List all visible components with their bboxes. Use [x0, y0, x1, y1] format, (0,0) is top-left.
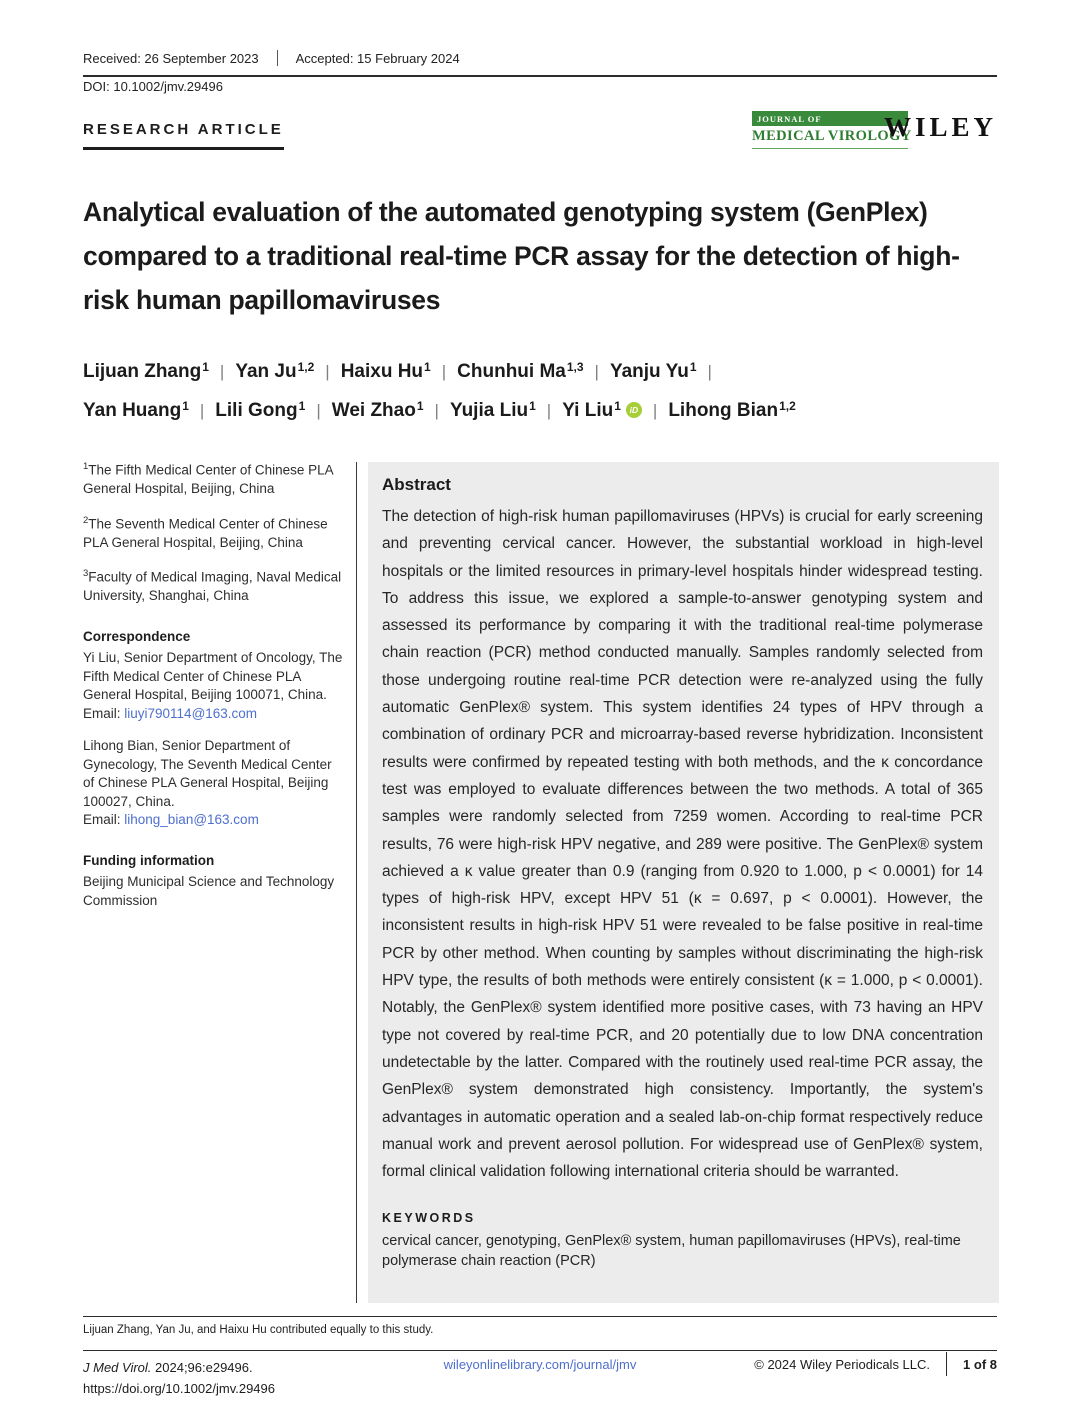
affiliation-sup: 2: [83, 514, 89, 526]
abstract-heading: Abstract: [382, 475, 451, 494]
affiliation-item: $^3$Faculty of Medical Imaging, Naval Medical University, Shanghai, China: [83, 568, 342, 603]
wiley-logo: WILEY: [883, 112, 997, 142]
author-separator: |: [707, 361, 712, 381]
author-name: Lijuan Zhang $^1$: [83, 359, 209, 382]
author-affiliation-sup: 1: [416, 398, 424, 413]
paper-title: Analytical evaluation of the automated genotyping system (GenPlex) compared to a traditional real-time PCR assay for the detection of high-risk human papillomaviruses: [83, 197, 960, 315]
author-name: Yujia Liu $^1$: [449, 398, 536, 421]
keywords-text: cervical cancer, genotyping, GenPlex® system, human papillomaviruses (HPVs), real-time polymerase chain reaction (PCR): [382, 1233, 961, 1269]
keywords-heading: KEYWORDS: [382, 1211, 476, 1226]
doi: DOI: 10.1002/jmv.29496: [83, 79, 223, 94]
author-separator: |: [199, 400, 205, 420]
sidebar-divider: [356, 462, 357, 1303]
abstract-panel: [368, 462, 999, 1303]
author-name: Lili Gong $^1$: [215, 398, 306, 421]
received-date: Received: 26 September 2023: [83, 50, 259, 66]
author-name: Lihong Bian $^{1,2}$: [668, 398, 796, 421]
affiliation-item: $^2$The Seventh Medical Center of Chinese PLA General Hospital, Beijing, China: [83, 514, 328, 550]
journal-logo-top: JOURNAL OF: [752, 111, 908, 126]
author-name: Wei Zhao $^1$: [331, 398, 424, 421]
author-name: Yi Liu $^1$ iD: [562, 400, 642, 422]
author-affiliation-sup: 1: [529, 398, 536, 413]
funding-text: Beijing Municipal Science and Technology Commission: [83, 874, 335, 908]
author-affiliation-sup: 1: [202, 359, 209, 374]
affiliation-sup: 1: [83, 461, 89, 472]
author-name: Chunhui Ma $^{1,3}$: [457, 359, 584, 382]
accepted-date: Accepted: 15 February 2024: [295, 50, 460, 66]
authors-block: [83, 352, 1003, 430]
author-separator: |: [325, 361, 330, 381]
author-affiliation-sup: 1,2: [779, 398, 796, 413]
author-separator: |: [441, 361, 447, 381]
footnote-rule: [83, 1316, 997, 1317]
author-affiliation-sup: 1: [424, 359, 431, 374]
sidebar: [83, 458, 345, 910]
author-separator: |: [434, 400, 439, 420]
copyright-text: © 2024 Wiley Periodicals LLC.: [754, 1356, 931, 1372]
author-affiliation-sup: 1: [689, 359, 697, 374]
correspondence-entry: Lihong Bian, Senior Department of Gynecology, The Seventh Medical Center of Chinese PLA General Hospital, Beijing 100027, China. Email: lihong_bian@163.com: [83, 738, 332, 827]
author-name: Haixu Hu $^1$: [340, 359, 431, 382]
email-link[interactable]: lihong_bian@163.com: [124, 812, 259, 827]
correspondence-entry: Yi Liu, Senior Department of Oncology, The Fifth Medical Center of Chinese PLA General Hospital, Beijing 100071, China. Email: liuyi790114@163.com: [83, 650, 343, 721]
author-separator: |: [594, 361, 599, 381]
author-affiliation-sup: 1: [614, 398, 621, 413]
journal-logo-name: MEDICAL VIROLOGY: [752, 126, 908, 149]
author-affiliation-sup: 1: [182, 398, 189, 413]
author-separator: |: [652, 400, 658, 420]
author-separator: |: [546, 400, 552, 420]
email-link[interactable]: liuyi790114@163.com: [124, 705, 258, 721]
affiliations-list: [83, 458, 345, 606]
correspondence-heading: Correspondence: [83, 628, 191, 644]
journal-website-link[interactable]: wileyonlinelibrary.com/journal/jmv: [443, 1357, 637, 1372]
author-affiliation-sup: 1,3: [566, 359, 584, 374]
article-type-label: RESEARCH ARTICLE: [83, 121, 284, 150]
author-affiliation-sup: 1,2: [297, 359, 315, 374]
meta-divider: [277, 50, 278, 66]
author-name: Yan Ju $^{1,2}$: [235, 359, 315, 382]
author-affiliation-sup: 1: [298, 398, 306, 413]
doi-url: https://doi.org/10.1002/jmv.29496: [83, 1381, 275, 1396]
affiliation-item: $^1$The Fifth Medical Center of Chinese PLA General Hospital, Beijing, China: [83, 461, 333, 496]
journal-citation-rest: 2024;96:e29496.: [151, 1360, 253, 1375]
equal-contribution-footnote: Lijuan Zhang, Yan Ju, and Haixu Hu contributed equally to this study.: [83, 1324, 434, 1336]
correspondence-entries: [83, 649, 345, 830]
received-accepted-row: [83, 50, 997, 77]
footer-rule: [83, 1350, 997, 1351]
orcid-icon[interactable]: iD: [626, 402, 642, 418]
author-name: Yan Huang $^1$: [83, 398, 189, 421]
author-name: Yanju Yu $^1$: [609, 359, 697, 382]
author-separator: |: [316, 400, 321, 420]
footer-right: [754, 1352, 997, 1376]
authors-line-2: [83, 391, 1003, 430]
page-number: 1 of 8: [946, 1352, 997, 1376]
funding-heading: Funding information: [83, 852, 215, 868]
journal-citation-italic: J Med Virol.: [83, 1360, 152, 1375]
abstract-text: The detection of high-risk human papillomaviruses (HPVs) is crucial for early screening and preventing cervical cancer. However, the substantial workload in high-level hospitals or the limited resources in primary-level hospitals hinder widespread testing. To address this issue, we explored a sample-to-answer genotyping system and assessed its performance by comparing it with the traditional real-time polymerase chain reaction (PCR) method conducted manually. Samples randomly selected from those undergoing routine real-time PCR detection were re-analyzed using the fully automatic GenPlex® system. This system identifies 24 types of HPV through a combination of ordinary PCR and microarray-based reverse hybridization. Inconsistent results were confirmed by repeated testing with both methods, and the κ concordance test was employed to evaluate differences between the two methods. A total of 365 samples were randomly selected from 7259 women. According to real-time PCR results, 76 were high-risk HPV negative, and 289 were positive. The GenPlex® system achieved a κ value greater than 0.9 (ranging from 0.920 to 1.000, p < 0.0001) for 14 types of high-risk HPV, except HPV 51 (κ = 0.697, p < 0.0001). However, the inconsistent results in high-risk HPV 51 were revealed to be false positive in real-time PCR by other method. When counting by samples without discriminating the high-risk HPV type, the results of both methods were entirely consistent (κ = 1.000, p < 0.0001). Notably, the GenPlex® system identified more positive cases, with 73 having an HPV type not covered by real-time PCR, and 20 potentially due to low DNA concentration undetectable by the latter. Compared with the routinely used real-time PCR assay, the GenPlex® system demonstrated high consistency. Importantly, the system's advantages in automatic operation and a sealed lab-on-chip format respectively reduce manual work and prevent aerosol pollution. For widespread use of GenPlex® system, formal clinical validation following international criteria should be warranted.: [382, 508, 983, 1181]
author-separator: |: [219, 361, 225, 381]
authors-line-1: [83, 352, 1003, 391]
affiliation-sup: 3: [83, 568, 89, 579]
